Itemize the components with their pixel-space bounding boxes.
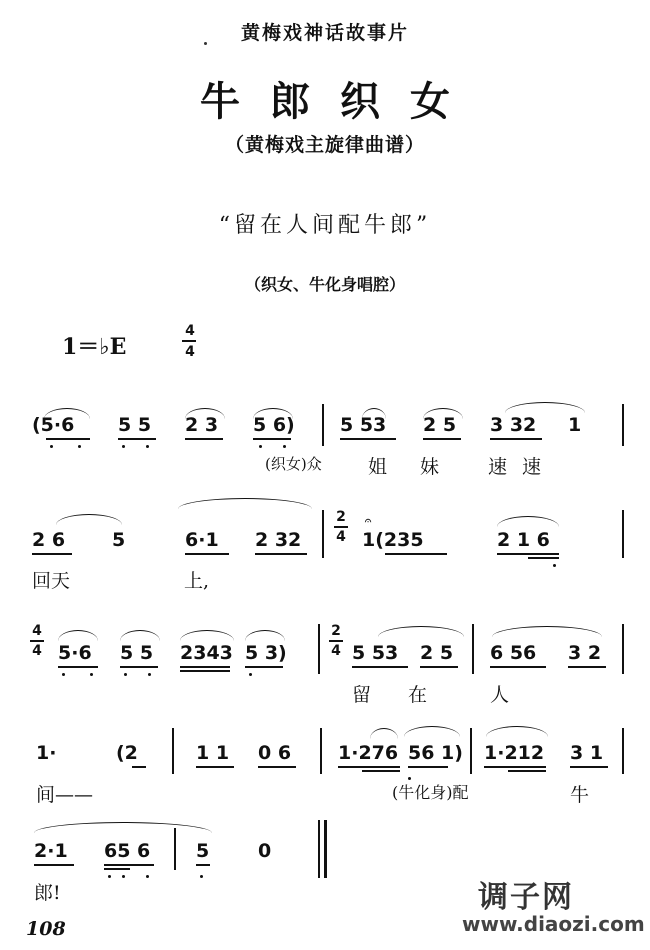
note-group: 2 5 — [423, 414, 457, 436]
beam — [338, 766, 400, 768]
note-group: 2 5 — [420, 642, 454, 664]
beam — [185, 438, 223, 440]
beam — [180, 670, 230, 672]
beam — [528, 557, 559, 559]
slur — [505, 402, 585, 413]
roles-line: （织女、牛化身唱腔） — [244, 275, 405, 294]
slur — [253, 408, 293, 419]
barline — [622, 624, 624, 674]
octave-dot — [200, 875, 203, 878]
slur — [497, 516, 559, 527]
barline — [320, 728, 322, 774]
slur — [486, 726, 548, 737]
beam — [258, 766, 296, 768]
time-signature-line — [182, 340, 196, 342]
beam — [570, 766, 608, 768]
beam — [423, 438, 461, 440]
lyric: 速 — [522, 456, 542, 478]
note-group: 5 53 — [352, 642, 399, 664]
slur — [58, 630, 98, 641]
note-group: 0 — [258, 840, 272, 862]
time-signature-line — [30, 640, 44, 642]
slur — [178, 498, 312, 509]
beam — [352, 666, 408, 668]
beam — [408, 766, 448, 768]
beam — [385, 553, 447, 555]
time-signature-numerator: 4 — [185, 323, 195, 339]
beam — [568, 666, 606, 668]
slur — [34, 822, 212, 833]
note-group: 2 6 — [32, 529, 66, 551]
slur — [56, 514, 122, 525]
octave-dot — [62, 673, 65, 676]
note-group: 5 5 — [118, 414, 152, 436]
note-group: 65 6 — [104, 840, 151, 862]
octave-dot — [259, 445, 262, 448]
barline — [174, 828, 176, 870]
lyric: 人 — [490, 684, 510, 706]
time-signature-denominator: 4 — [185, 344, 195, 360]
beam — [120, 666, 158, 668]
note-group: 3 2 — [568, 642, 602, 664]
note-group: 5 — [112, 529, 126, 551]
barline — [622, 404, 624, 446]
note-group: 2·1 — [34, 840, 68, 862]
note-group: 5 3) — [245, 642, 287, 664]
page-subtitle: （黄梅戏主旋律曲谱） — [224, 134, 425, 156]
octave-dot — [553, 564, 556, 567]
note-group: 6 56 — [490, 642, 537, 664]
beam — [362, 770, 400, 772]
lyric: (牛化身)配 — [392, 783, 469, 802]
slur — [44, 408, 90, 419]
beam — [490, 666, 546, 668]
beam — [490, 438, 542, 440]
beam — [255, 553, 307, 555]
octave-dot — [122, 875, 125, 878]
lyric: 妹 — [420, 456, 440, 478]
note-group: 5 6) — [253, 414, 295, 436]
note-group: 2 1 6 — [497, 529, 550, 551]
note-group: 6·1 — [185, 529, 219, 551]
slur — [404, 726, 460, 737]
note-group: (5·6 — [32, 414, 75, 436]
slur — [362, 408, 386, 419]
song-title: “留在人间配牛郎” — [218, 213, 432, 238]
beam — [196, 864, 210, 866]
slur — [180, 630, 234, 641]
slur — [423, 408, 463, 419]
note-group: (2 — [116, 742, 138, 764]
octave-dot — [283, 445, 286, 448]
octave-dot — [122, 445, 125, 448]
barline — [322, 404, 324, 446]
lyric: 在 — [408, 684, 428, 706]
beam — [196, 766, 234, 768]
barline — [472, 624, 474, 674]
beam — [245, 666, 283, 668]
watermark-url[interactable]: www.diaozi.com — [462, 912, 645, 936]
lyric: (织女)众 — [265, 455, 322, 473]
final-barline-thin — [318, 820, 320, 878]
note-group: 1 1 — [196, 742, 230, 764]
note-group: 1 — [568, 414, 582, 436]
decorative-dot — [204, 42, 207, 45]
beam — [32, 553, 72, 555]
note-group: 56 1) — [408, 742, 463, 764]
octave-dot — [146, 445, 149, 448]
time-signature-numerator: 2 — [336, 509, 346, 525]
beam — [132, 766, 146, 768]
beam — [46, 438, 90, 440]
slur — [492, 626, 602, 637]
lyric: 郎! — [34, 882, 61, 904]
lyric: 间—— — [36, 784, 94, 806]
octave-dot — [148, 673, 151, 676]
time-signature-line — [329, 640, 343, 642]
octave-dot — [108, 875, 111, 878]
beam — [484, 766, 546, 768]
octave-dot — [78, 445, 81, 448]
time-signature-denominator: 4 — [32, 643, 42, 659]
time-signature-numerator: 4 — [32, 623, 42, 639]
slur — [370, 728, 398, 739]
octave-dot — [90, 673, 93, 676]
watermark-logo-text: 调子网 — [478, 880, 574, 915]
note-group: 5·6 — [58, 642, 92, 664]
final-barline-thick — [324, 820, 327, 878]
beam — [185, 553, 229, 555]
beam — [34, 864, 74, 866]
lyric: 回天 — [32, 570, 71, 592]
time-signature-denominator: 4 — [331, 643, 341, 659]
note-group: 2343 — [180, 642, 233, 664]
page-title: 牛郎织女 — [200, 79, 480, 125]
note-group: 1·212 — [484, 742, 545, 764]
barline — [172, 728, 174, 774]
note-group: 5 53 — [340, 414, 387, 436]
beam — [508, 770, 546, 772]
page-number: 108 — [26, 918, 66, 940]
note-group: 2 3 — [185, 414, 219, 436]
lyric: 上, — [184, 570, 210, 592]
note-group: 0 6 — [258, 742, 292, 764]
note-group: 1(235 — [362, 529, 424, 551]
note-group: 5 5 — [120, 642, 154, 664]
octave-dot — [50, 445, 53, 448]
barline — [622, 728, 624, 774]
barline — [470, 728, 472, 774]
note-group: 1·276 — [338, 742, 399, 764]
slur — [378, 626, 464, 637]
fermata-icon: 𝄐 — [365, 514, 372, 527]
kicker-title: 黄梅戏神话故事片 — [240, 22, 409, 44]
beam — [497, 553, 559, 555]
octave-dot — [124, 673, 127, 676]
beam — [118, 438, 156, 440]
barline — [318, 624, 320, 674]
note-group: 5 — [196, 840, 210, 862]
beam — [420, 666, 458, 668]
lyric: 速 — [488, 456, 508, 478]
time-signature-denominator: 4 — [336, 529, 346, 545]
beam — [340, 438, 396, 440]
barline — [622, 510, 624, 558]
barline — [322, 510, 324, 558]
note-group: 3 1 — [570, 742, 604, 764]
beam — [104, 864, 154, 866]
time-signature-line — [334, 526, 348, 528]
octave-dot — [146, 875, 149, 878]
beam — [180, 666, 230, 668]
note-group: 3 32 — [490, 414, 537, 436]
time-signature-numerator: 2 — [331, 623, 341, 639]
slur — [185, 408, 225, 419]
lyric: 姐 — [368, 456, 388, 478]
slur — [245, 630, 285, 641]
note-group: 2 32 — [255, 529, 302, 551]
key-signature: 1＝♭E — [62, 334, 127, 360]
lyric: 牛 — [570, 784, 590, 806]
beam — [104, 868, 130, 870]
lyric: 留 — [352, 684, 372, 706]
beam — [58, 666, 98, 668]
note-group: 1· — [36, 742, 57, 764]
slur — [120, 630, 160, 641]
beam — [253, 438, 291, 440]
octave-dot — [249, 673, 252, 676]
